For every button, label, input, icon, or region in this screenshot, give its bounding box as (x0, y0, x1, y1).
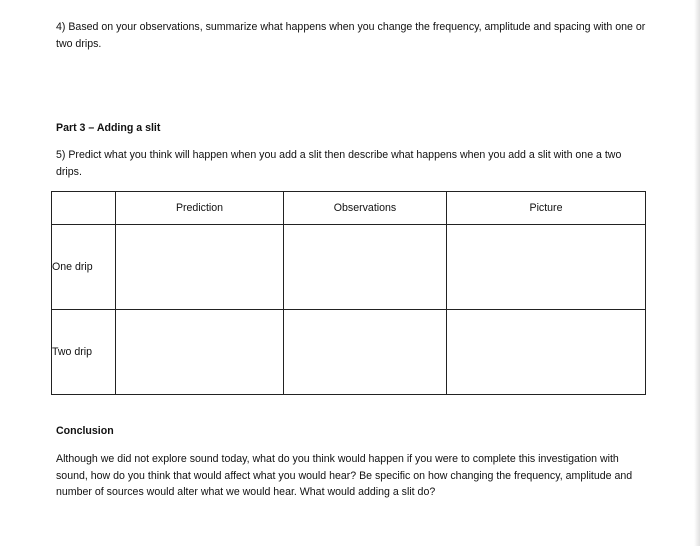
question-5-text: 5) Predict what you think will happen when you add a slit then describe what happens when you add a slit with one a two drips. (56, 149, 622, 178)
one-drip-observations-cell[interactable] (284, 225, 447, 310)
observation-table (51, 191, 646, 395)
row-label-two-drip: Two drip (52, 310, 116, 395)
two-drip-picture-cell[interactable] (447, 310, 646, 395)
row-label-one-drip: One drip (52, 225, 116, 310)
one-drip-prediction-cell[interactable] (116, 225, 284, 310)
conclusion-heading: Conclusion (56, 425, 114, 437)
page-edge-shadow (694, 0, 700, 546)
header-empty-cell (52, 192, 116, 225)
table-row-one-drip (52, 225, 646, 310)
part-3-heading: Part 3 – Adding a slit (56, 122, 161, 134)
table-header-row (52, 192, 646, 225)
two-drip-prediction-cell[interactable] (116, 310, 284, 395)
two-drip-observations-cell[interactable] (284, 310, 447, 395)
header-picture: Picture (447, 192, 646, 225)
question-4-text: 4) Based on your observations, summarize what happens when you change the frequency, amplitude and spacing with one or two drips. (56, 21, 646, 50)
header-observations: Observations (284, 192, 447, 225)
one-drip-picture-cell[interactable] (447, 225, 646, 310)
header-prediction: Prediction (116, 192, 284, 225)
table-row-two-drip (52, 310, 646, 395)
conclusion-text: Although we did not explore sound today, what do you think would happen if you were to complete this investigation with sound, how do you think that would affect what you would hear? Be specific on how changing the frequency, amplitude and number of sources would alter what we would hear. What would adding a slit do? (56, 453, 633, 498)
